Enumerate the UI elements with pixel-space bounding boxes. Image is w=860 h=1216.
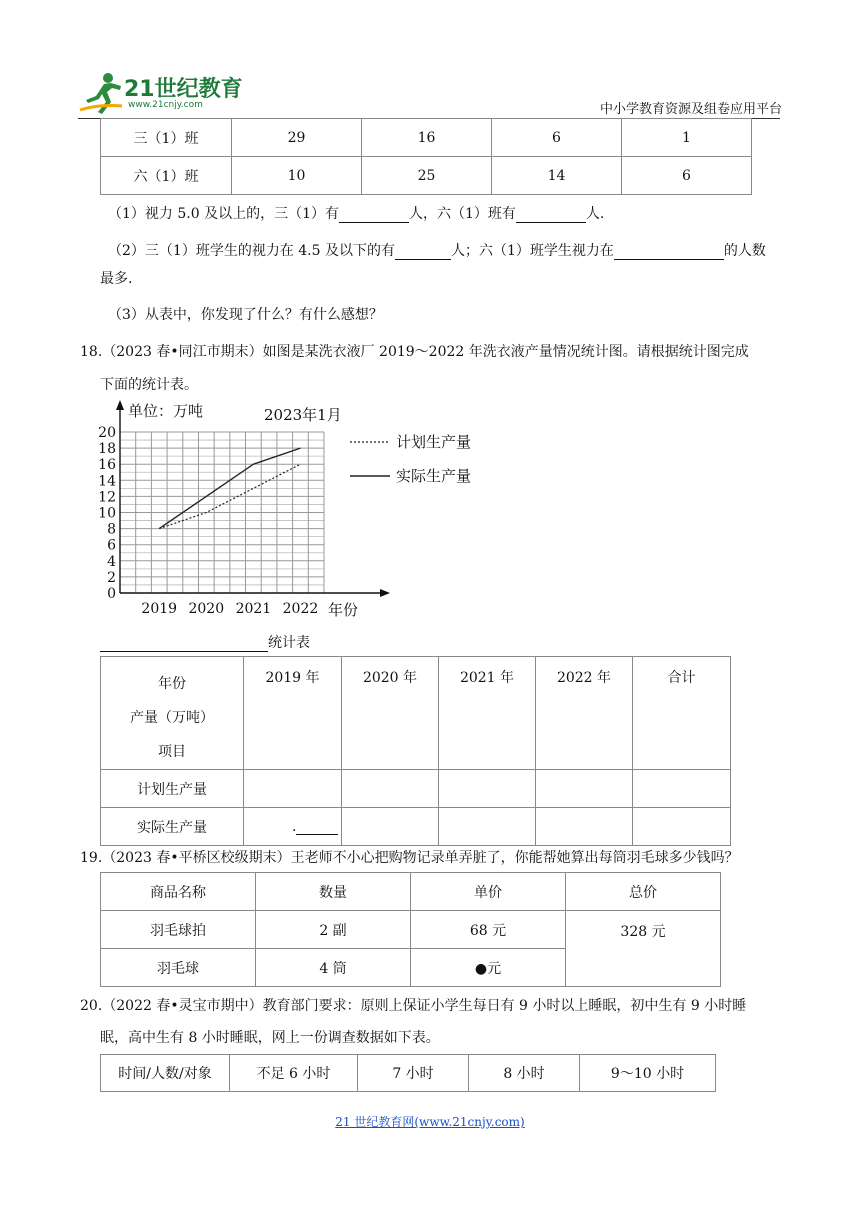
table-cell: 2 副 (256, 911, 411, 949)
table-cell: 16 (362, 119, 492, 157)
vision-table (100, 118, 752, 195)
table-row (101, 808, 731, 846)
table-cell: 25 (362, 157, 492, 195)
input-cell[interactable] (439, 770, 536, 808)
table-cell: ●元 (411, 949, 566, 987)
table-cell: 六（1）班 (101, 157, 232, 195)
table-cell: 1 (622, 119, 752, 157)
y-tick-label: 10 (98, 505, 116, 522)
logo (78, 70, 253, 118)
column-header: 7 小时 (358, 1055, 469, 1092)
column-header: 单价 (411, 873, 566, 911)
y-tick-label: 14 (98, 473, 116, 490)
production-line-chart (96, 396, 496, 618)
table-row (101, 770, 731, 808)
input-cell[interactable] (536, 808, 633, 846)
header-corner-cell: 年份 产量（万吨） 项目 (101, 657, 244, 770)
table-cell: 68 元 (411, 911, 566, 949)
y-tick-label: 6 (107, 537, 116, 554)
row-header: 实际生产量 (101, 808, 244, 846)
platform-name: 中小学教育资源及组卷应用平台 (599, 102, 782, 117)
column-header: 不足 6 小时 (230, 1055, 358, 1092)
input-cell[interactable] (633, 808, 731, 846)
chart-legend (350, 433, 471, 485)
table-row (101, 657, 731, 770)
footer-link[interactable]: 21 世纪教育网(www.21cnjy.com) (335, 1115, 525, 1129)
column-header: 时间/人数/对象 (101, 1055, 230, 1092)
x-axis-label: 年份 (328, 601, 359, 618)
y-tick-label: 8 (107, 521, 116, 538)
input-cell[interactable] (244, 770, 342, 808)
y-tick-label: 2 (107, 569, 116, 586)
table-cell: 羽毛球拍 (101, 911, 256, 949)
column-header: 2021 年 (439, 657, 536, 770)
column-header: 2019 年 (244, 657, 342, 770)
column-header: 合计 (633, 657, 731, 770)
answer-blank (296, 822, 338, 835)
x-tick-label: 2021 (235, 601, 272, 617)
runner-logo-icon (78, 70, 124, 116)
table-cell: 10 (232, 157, 362, 195)
chart-labels (98, 402, 358, 618)
answer-blank[interactable] (339, 222, 409, 223)
y-tick-label: 18 (98, 441, 116, 458)
input-cell[interactable] (633, 770, 731, 808)
table-cell: 4 筒 (256, 949, 411, 987)
q17-line1: （1）视力 5.0 及以上的，三（1）有 人，六（1）班有 人. (108, 206, 605, 222)
chart-grid (120, 432, 324, 593)
q20-line1: 20.（2022 春•灵宝市期中）教育部门要求：原则上保证小学生每日有 9 小时以上睡眠，初中生有 9 小时睡 (80, 998, 747, 1014)
table-cell: 6 (622, 157, 752, 195)
table-row (101, 911, 721, 949)
q20-line2: 眠，高中生有 8 小时睡眠，网上一份调查数据如下表。 (100, 1030, 440, 1046)
footer (0, 1113, 860, 1130)
chart-axes (116, 400, 390, 597)
legend-label: 实际生产量 (396, 467, 472, 485)
column-header: 总价 (566, 873, 721, 911)
column-header: 8 小时 (469, 1055, 580, 1092)
table-title-blank[interactable] (100, 651, 268, 652)
column-header: 2020 年 (342, 657, 439, 770)
logo-text: 21世纪教育 (124, 77, 243, 102)
q18-line2: 下面的统计表。 (100, 377, 198, 393)
table-row (101, 873, 721, 911)
y-tick-label: 16 (98, 457, 116, 474)
answer-blank[interactable] (395, 259, 451, 260)
y-tick-label: 0 (107, 586, 116, 602)
column-header: 数量 (256, 873, 411, 911)
y-axis-arrow (116, 400, 124, 410)
logo-url: www.21cnjy.com (128, 100, 203, 110)
table-cell: 29 (232, 119, 362, 157)
input-cell[interactable] (342, 808, 439, 846)
answer-blank[interactable] (614, 259, 724, 260)
input-cell[interactable]: . (244, 808, 342, 846)
y-tick-label: 20 (98, 425, 116, 441)
column-header: 9～10 小时 (580, 1055, 716, 1092)
chart-title: 2023年1月 (264, 406, 342, 424)
table-cell: 三（1）班 (101, 119, 232, 157)
sleep-table (100, 1054, 716, 1092)
column-header: 2022 年 (536, 657, 633, 770)
row-header: 计划生产量 (101, 770, 244, 808)
input-cell[interactable] (439, 808, 536, 846)
x-tick-label: 2019 (141, 601, 178, 617)
table-row (101, 119, 752, 157)
shopping-table (100, 872, 721, 987)
unit-label: 单位：万吨 (128, 402, 204, 420)
legend-label: 计划生产量 (396, 433, 472, 451)
y-tick-label: 12 (98, 489, 116, 506)
q17-line2: （2）三（1）班学生的视力在 4.5 及以下的有 人；六（1）班学生视力在 的人数 (108, 243, 766, 259)
q17-line2b: 最多. (100, 271, 133, 287)
table-title: 统计表 (100, 632, 310, 652)
column-header: 商品名称 (101, 873, 256, 911)
q17-line3: （3）从表中，你发现了什么？有什么感想？ (108, 307, 383, 323)
total-cell: 328 元 (566, 911, 721, 987)
y-tick-label: 4 (107, 553, 116, 570)
q19-line: 19.（2023 春•平桥区校级期末）王老师不小心把购物记录单弄脏了，你能帮她算出每筒羽毛球多少钱吗？ (80, 850, 739, 866)
x-tick-label: 2020 (188, 601, 225, 617)
q18-line1: 18.（2023 春•同江市期末）如图是某洗衣液厂 2019～2022 年洗衣液产量情况统计图。请根据统计图完成 (80, 344, 749, 360)
table-cell: 14 (492, 157, 622, 195)
answer-blank[interactable] (516, 222, 586, 223)
input-cell[interactable] (342, 770, 439, 808)
table-cell: 6 (492, 119, 622, 157)
input-cell[interactable] (536, 770, 633, 808)
x-tick-label: 2022 (282, 601, 319, 617)
x-axis-arrow (380, 589, 390, 597)
table-row (101, 1055, 716, 1092)
table-cell: 羽毛球 (101, 949, 256, 987)
table-row (101, 157, 752, 195)
production-table (100, 656, 731, 846)
